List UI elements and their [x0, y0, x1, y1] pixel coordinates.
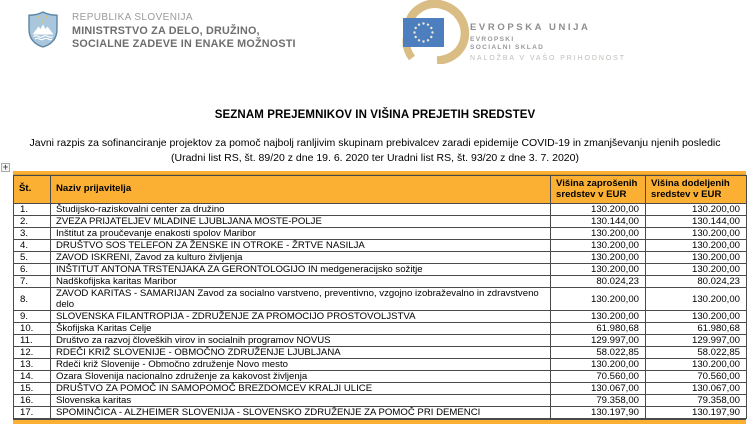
gov-header-text [72, 10, 296, 51]
row-requested-amount: 130.200,00 [551, 204, 646, 216]
eu-esf-label-line2: SOCIALNI SKLAD [470, 43, 545, 51]
table-row [14, 383, 747, 395]
row-requested-amount: 58.022,85 [551, 347, 646, 359]
row-applicant-name: Rdeči križ Slovenije - Območno združenje Novo mesto [51, 359, 551, 371]
table-row [14, 359, 747, 371]
eu-union-label: EVROPSKA UNIJA [470, 22, 591, 33]
row-requested-amount: 130.200,00 [551, 228, 646, 240]
row-number: 12. [14, 347, 51, 359]
row-requested-amount: 61.980,68 [551, 323, 646, 335]
row-applicant-name: ZAVOD KARITAS - SAMARIJAN Zavod za socialno varstveno, preventivno, vzgojno izobraževalno in zdravstveno delo [51, 288, 551, 311]
row-granted-amount: 130.197,90 [646, 407, 747, 419]
row-number: 5. [14, 252, 51, 264]
table-row [14, 395, 747, 407]
row-granted-amount: 130.200,00 [646, 252, 747, 264]
row-number: 2. [14, 216, 51, 228]
row-applicant-name: DRUŠTVO SOS TELEFON ZA ŽENSKE IN OTROKE - ŽRTVE NASILJA [51, 240, 551, 252]
row-applicant-name: Ozara Slovenija nacionalno združenje za kakovost življenja [51, 371, 551, 383]
eu-tagline: NALOŽBA V VAŠO PRIHODNOST [470, 55, 626, 63]
header-requested-funds: Višina zaprošenih sredstev v EUR [551, 176, 646, 204]
table-row [14, 288, 747, 311]
row-granted-amount: 70.560,00 [646, 371, 747, 383]
row-applicant-name: INŠTITUT ANTONA TRSTENJAKA ZA GERONTOLOGIJO IN medgeneracijsko sožitje [51, 264, 551, 276]
row-number: 14. [14, 371, 51, 383]
table-row [14, 311, 747, 323]
row-granted-amount: 130.200,00 [646, 359, 747, 371]
table-row [14, 323, 747, 335]
row-granted-amount: 130.144,00 [646, 216, 747, 228]
row-granted-amount: 130.200,00 [646, 240, 747, 252]
table-row [14, 228, 747, 240]
row-number: 17. [14, 407, 51, 419]
eu-header-text [470, 22, 626, 62]
row-granted-amount: 130.200,00 [646, 228, 747, 240]
row-number: 7. [14, 276, 51, 288]
page-title: SEZNAM PREJEMNIKOV IN VIŠINA PREJETIH SREDSTEV [214, 109, 536, 121]
eu-flag-icon [403, 18, 444, 47]
row-requested-amount: 130.200,00 [551, 288, 646, 311]
row-requested-amount: 70.560,00 [551, 371, 646, 383]
table-row [14, 276, 747, 288]
row-number: 6. [14, 264, 51, 276]
table-bottom-strip [13, 419, 746, 424]
table-row [14, 407, 747, 419]
table-row [14, 204, 747, 216]
row-requested-amount: 130.200,00 [551, 359, 646, 371]
row-number: 1. [14, 204, 51, 216]
row-number: 9. [14, 311, 51, 323]
table-row [14, 240, 747, 252]
row-requested-amount: 130.200,00 [551, 240, 646, 252]
row-granted-amount: 130.200,00 [646, 264, 747, 276]
table-row [14, 264, 747, 276]
table-row [14, 216, 747, 228]
table-row [14, 371, 747, 383]
subtitle-line-2: (Uradni list RS, št. 89/20 z dne 19. 6. 2020 ter Uradni list RS, št. 93/20 z dne 3. 7. 2020) [171, 152, 579, 164]
row-applicant-name: Slovenska karitas [51, 395, 551, 407]
row-requested-amount: 130.200,00 [551, 311, 646, 323]
eu-esf-label-line1: EVROPSKI [470, 36, 515, 43]
subtitle-line-1: Javni razpis za sofinanciranje projektov za pomoč najbolj ranljivim skupinam prebivalcev zaradi epidemije COVID-19 in zmanjševanju njenih posledic [29, 137, 721, 149]
table-move-handle-icon[interactable]: + [2, 162, 9, 172]
row-number: 13. [14, 359, 51, 371]
row-number: 4. [14, 240, 51, 252]
table-row [14, 335, 747, 347]
row-requested-amount: 130.144,00 [551, 216, 646, 228]
table-row [14, 347, 747, 359]
eu-header [398, 0, 728, 66]
row-granted-amount: 130.200,00 [646, 311, 747, 323]
row-requested-amount: 130.200,00 [551, 264, 646, 276]
row-granted-amount: 58.022,85 [646, 347, 747, 359]
page-subtitle [0, 136, 750, 166]
row-applicant-name: Društvo za razvoj človeških virov in socialnih programov NOVUS [51, 335, 551, 347]
row-applicant-name: Inštitut za proučevanje enakosti spolov Maribor [51, 228, 551, 240]
row-requested-amount: 130.200,00 [551, 252, 646, 264]
row-number: 3. [14, 228, 51, 240]
row-number: 11. [14, 335, 51, 347]
row-granted-amount: 79.358,00 [646, 395, 747, 407]
row-applicant-name: SLOVENSKA FILANTROPIJA - ZDRUŽENJE ZA PROMOCIJO PROSTOVOLJSTVA [51, 311, 551, 323]
gov-ministry-line1: MINISTRSTVO ZA DELO, DRUŽINO, [72, 25, 260, 37]
row-granted-amount: 130.200,00 [646, 288, 747, 311]
row-granted-amount: 61.980,68 [646, 323, 747, 335]
header-applicant-name: Naziv prijavitelja [51, 176, 551, 204]
slovenia-coat-of-arms-icon [28, 10, 58, 48]
row-requested-amount: 79.358,00 [551, 395, 646, 407]
row-requested-amount: 129.997,00 [551, 335, 646, 347]
gov-header [28, 10, 296, 51]
row-granted-amount: 129.997,00 [646, 335, 747, 347]
row-requested-amount: 80.024,23 [551, 276, 646, 288]
row-number: 16. [14, 395, 51, 407]
row-applicant-name: Škofijska Karitas Celje [51, 323, 551, 335]
table-header-row [14, 176, 747, 204]
table-body [14, 204, 747, 419]
row-applicant-name: Nadškofijska karitas Maribor [51, 276, 551, 288]
row-granted-amount: 80.024,23 [646, 276, 747, 288]
header-number: Št. [14, 176, 51, 204]
recipients-table [13, 175, 747, 419]
row-applicant-name: SPOMINČICA - ALZHEIMER SLOVENIJA - SLOVENSKO ZDRUŽENJE ZA POMOČ PRI DEMENCI [51, 407, 551, 419]
row-applicant-name: DRUŠTVO ZA POMOČ IN SAMOPOMOČ BREZDOMCEV KRALJI ULICE [51, 383, 551, 395]
gov-republic-label: REPUBLIKA SLOVENIJA [72, 12, 193, 23]
row-number: 15. [14, 383, 51, 395]
row-applicant-name: ZVEZA PRIJATELJEV MLADINE LJUBLJANA MOSTE-POLJE [51, 216, 551, 228]
row-requested-amount: 130.197,90 [551, 407, 646, 419]
header-granted-funds: Višina dodeljenih sredstev v EUR [646, 176, 747, 204]
row-requested-amount: 130.067,00 [551, 383, 646, 395]
row-applicant-name: Študijsko-raziskovalni center za družino [51, 204, 551, 216]
gov-ministry-line2: SOCIALNE ZADEVE IN ENAKE MOŽNOSTI [72, 38, 296, 50]
table-row [14, 252, 747, 264]
row-applicant-name: ZAVOD ISKRENI, Zavod za kulturo življenja [51, 252, 551, 264]
recipients-table-area [2, 162, 746, 424]
row-number: 8. [14, 288, 51, 311]
row-applicant-name: RDEČI KRIŽ SLOVENIJE - OBMOČNO ZDRUŽENJE LJUBLJANA [51, 347, 551, 359]
row-number: 10. [14, 323, 51, 335]
row-granted-amount: 130.200,00 [646, 204, 747, 216]
row-granted-amount: 130.067,00 [646, 383, 747, 395]
